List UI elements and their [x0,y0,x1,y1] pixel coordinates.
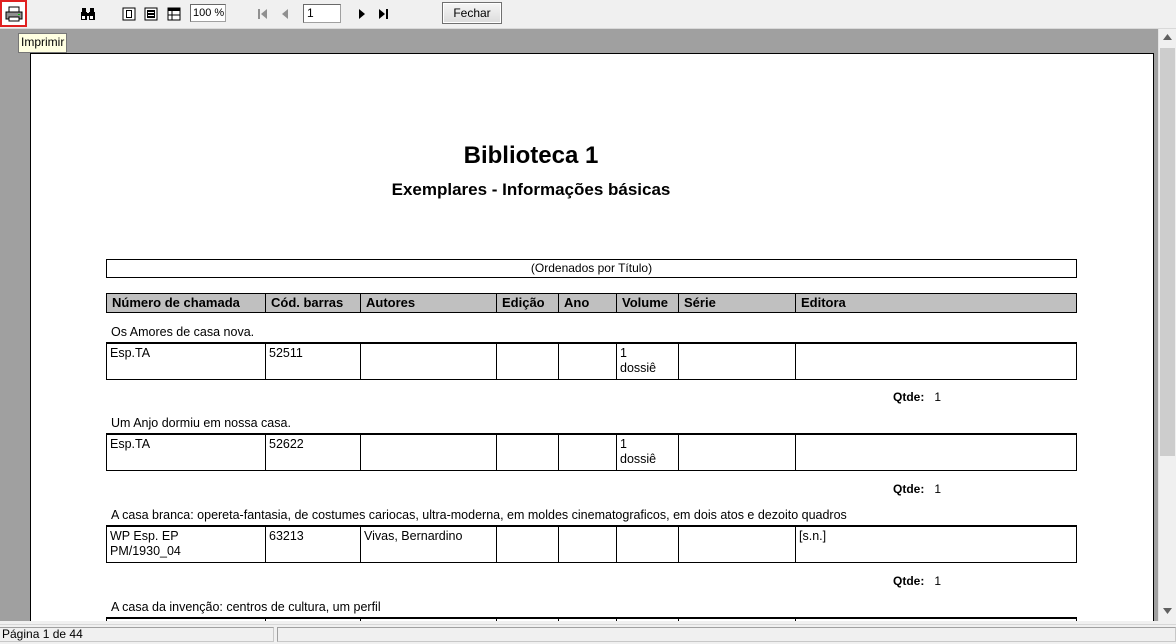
numero-line: PM/1930_04 [110,544,181,558]
page-view-icon [122,7,136,21]
table-row [106,433,1077,471]
cell-numero [107,527,265,562]
cell-edicao [496,435,558,470]
cell-edicao [496,619,558,621]
scroll-up-button[interactable] [1159,29,1176,46]
cell-serie [678,619,795,621]
multi-page-icon [167,7,181,21]
cell-codigo: 52622 [265,435,360,470]
quantity-line [893,574,941,588]
cell-ano [558,435,616,470]
numero-line: WP Esp. EP [110,529,179,543]
cell-codigo [265,619,360,621]
cell-volume [616,344,678,379]
cell-ano [558,344,616,379]
column-header-row [106,293,1077,313]
cell-editora: [s.n.] [795,527,1076,562]
column-header: Autores [360,294,496,312]
table-row [106,525,1077,563]
last-page-icon [377,7,389,21]
cell-editora [795,344,1076,379]
column-header: Volume [616,294,678,312]
next-page-button[interactable] [354,6,370,22]
status-bar [0,624,1176,644]
last-page-button[interactable] [375,6,391,22]
column-header: Editora [795,294,1076,312]
scroll-up-icon [1163,34,1172,40]
cell-codigo: 63213 [265,527,360,562]
vertical-scrollbar[interactable] [1158,29,1176,621]
table-row [106,342,1077,380]
previous-page-button[interactable] [277,6,293,22]
first-page-button[interactable] [255,6,271,22]
volume-line: dossiê [620,361,657,375]
report-page [30,53,1154,621]
column-header: Número de chamada [112,295,240,310]
cell-edicao [496,344,558,379]
preview-area[interactable] [0,29,1158,621]
entry-title: A casa da invenção: centros de cultura, um perfil [111,600,381,614]
cell-numero: Esp.TA [110,437,151,451]
cell-codigo: 52511 [265,344,360,379]
search-button[interactable] [80,6,96,22]
cell-autores: Vivas, Bernardino [360,527,496,562]
qtde-label: Qtde: [893,482,925,496]
qtde-label: Qtde: [893,574,925,588]
page-info: Página 1 de 44 [0,627,274,642]
column-header: Edição [496,294,558,312]
volume-line: 1 [620,437,627,451]
cell-ano [558,619,616,621]
quantity-line [893,482,941,496]
cell-serie [678,527,795,562]
qtde-label: Qtde: [893,390,925,404]
status-panel [277,627,1176,642]
qtde-value: 1 [934,482,942,496]
volume-line: dossiê [620,452,657,466]
column-header: Ano [558,294,616,312]
qtde-value: 1 [934,574,942,588]
sort-info: (Ordenados por Título) [106,259,1077,278]
cell-autores [360,435,496,470]
report-title: Biblioteca 1 [463,142,599,169]
column-header: Série [678,294,795,312]
cell-ano [558,527,616,562]
page-number-field[interactable]: 1 [303,4,341,23]
quantity-line [893,390,941,404]
column-header: Cód. barras [265,294,361,312]
cell-volume [616,435,678,470]
scroll-down-icon [1163,608,1172,614]
zoom-field[interactable]: 100 % [190,4,226,22]
previous-page-icon [280,7,290,21]
binoculars-icon [80,7,96,21]
next-page-icon [357,7,367,21]
cell-editora [795,619,1076,621]
scroll-thumb[interactable] [1160,48,1175,456]
entry-title: Os Amores de casa nova. [111,325,255,339]
page-width-button[interactable] [143,6,159,22]
print-tooltip: Imprimir [18,33,67,53]
print-button[interactable] [0,0,27,27]
cell-numero: Esp.TA [110,346,151,360]
cell-serie [678,435,795,470]
first-page-icon [257,7,269,21]
page-width-icon [144,7,158,21]
cell-volume [616,527,678,562]
multi-page-button[interactable] [166,6,182,22]
page-view-button[interactable] [121,6,137,22]
cell-autores [360,619,496,621]
preview-toolbar [0,0,1176,29]
qtde-value: 1 [934,390,942,404]
cell-editora [795,435,1076,470]
printer-icon [5,6,23,22]
scroll-down-button[interactable] [1159,603,1176,620]
cell-serie [678,344,795,379]
entry-title: Um Anjo dormiu em nossa casa. [111,416,291,430]
cell-autores [360,344,496,379]
report-subtitle: Exemplares - Informações básicas [391,180,671,199]
entry-title: A casa branca: opereta-fantasia, de costumes cariocas, ultra-moderna, em moldes cinematograficos, em dois atos e dezoito quadros [111,508,847,522]
table-row [106,617,1077,621]
volume-line: 1 [620,346,627,360]
close-button[interactable]: Fechar [442,2,502,24]
cell-volume [616,619,678,621]
cell-edicao [496,527,558,562]
